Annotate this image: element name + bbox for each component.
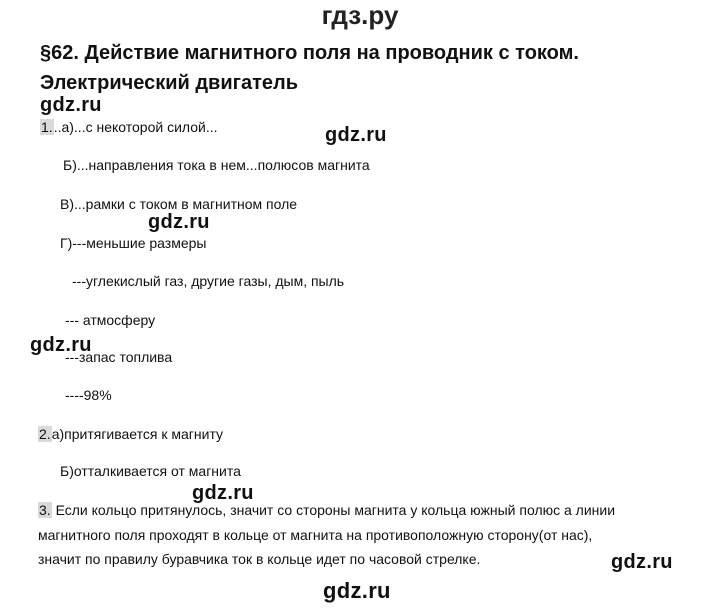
answer-1g: Г)---меньшие размеры [60, 235, 207, 251]
watermark: gdz.ru [30, 334, 92, 356]
watermark: gdz.ru [40, 94, 102, 116]
answer-1b: Б)...направления тока в нем...полюсов магнита [63, 157, 370, 173]
answer-1g-3: ---запас топлива [65, 349, 173, 365]
watermark: gdz.ru [611, 551, 673, 573]
watermark: gdz.ru [192, 482, 254, 504]
answer-2b: Б)отталкивается от магнита [60, 463, 241, 479]
section-subtitle: Электрический двигатель [40, 72, 299, 94]
answer-1v: В)...рамки с током в магнитном поле [60, 196, 298, 212]
answer-text: а)притягивается к магниту [51, 426, 224, 442]
answer-2a [38, 426, 223, 442]
answer-1g-4: ----98% [65, 387, 112, 403]
watermark: gdz.ru [323, 578, 391, 603]
answer-3-line3: значит по правилу буравчика ток в кольце идет по часовой стрелке. [38, 551, 481, 567]
answer-1a [40, 119, 218, 135]
answer-text: Если кольцо притянулось, значит со стороны магнита у кольца южный полюс а линии [51, 502, 616, 518]
question-number: 3. [39, 502, 51, 518]
question-number: 1. [41, 119, 53, 135]
site-header[interactable]: гдз.ру [321, 0, 399, 30]
answer-1g-1: ---углекислый газ, другие газы, дым, пыль [72, 273, 345, 289]
answer-3-line2: магнитного поля проходят в кольце от магнита на противоположную сторону(от нас), [38, 527, 593, 543]
watermark: gdz.ru [148, 211, 210, 233]
question-number: 2. [39, 426, 51, 442]
answer-1g-2: --- атмосферу [65, 312, 156, 328]
answer-3-line1 [38, 502, 615, 518]
watermark: gdz.ru [325, 124, 387, 146]
section-title: §62. Действие магнитного поля на проводник с током. [40, 42, 579, 64]
answer-text: ..а)...с некоторой силой... [53, 119, 218, 135]
